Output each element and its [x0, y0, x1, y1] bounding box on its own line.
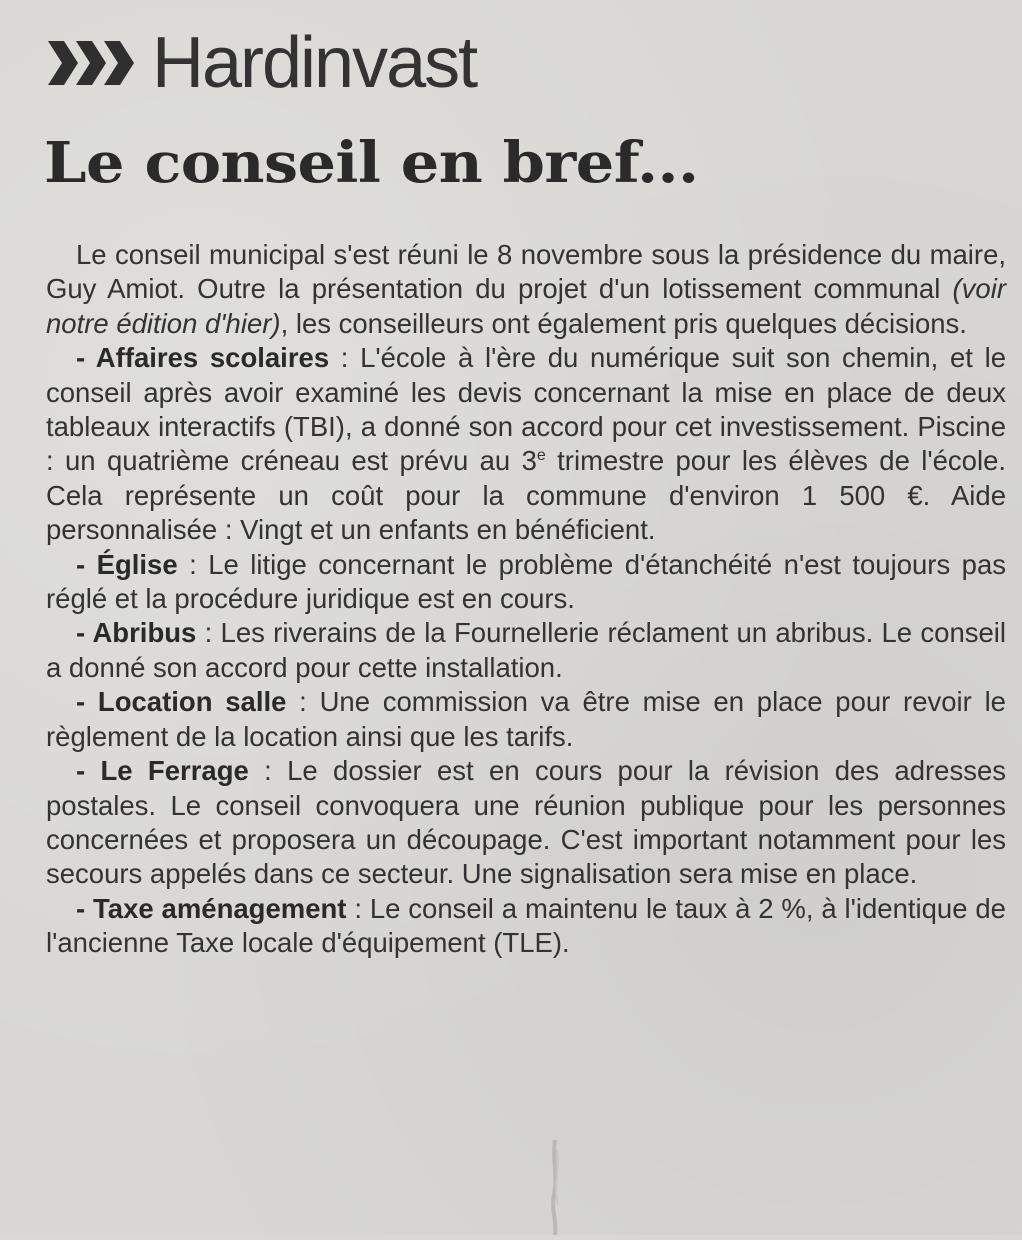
- paper-fold-mark: [538, 1140, 572, 1235]
- item-dash: -: [76, 755, 101, 787]
- item-text: : Les riverains de la Fournellerie réclament un abribus. Le conseil a donné son accord pour cette installation.: [46, 617, 1006, 683]
- item-text: : L'école à l'ère du numérique suit son chemin, et le conseil après avoir examiné les devis concernant la mise en place de deux tableaux interactifs (TBI), a donné son accord pour cet investissement. Piscine : un quatrième créneau est prévu au 3: [46, 342, 1006, 477]
- town-name: Hardinvast: [152, 23, 477, 103]
- item-keyword: Taxe aménagement: [93, 892, 347, 924]
- item-affaires-scolaires: [46, 341, 1006, 547]
- item-abribus: [46, 616, 1006, 685]
- item-text: : Une commission va être mise en place pour revoir le règlement de la location ainsi que les tarifs.: [46, 686, 1006, 752]
- article-title: Le conseil en bref...: [44, 130, 699, 196]
- intro-reference: (voir notre édition d'hier): [46, 273, 1006, 339]
- item-dash: -: [76, 342, 96, 374]
- item-dash: -: [76, 892, 94, 924]
- item-dash: -: [76, 686, 98, 718]
- triple-chevron-icon: [46, 37, 138, 89]
- item-location-salle: [46, 685, 1006, 754]
- item-keyword: Location salle: [97, 686, 287, 718]
- item-taxe-amenagement: [46, 892, 1006, 961]
- item-le-ferrage: [46, 754, 1006, 892]
- section-header: [46, 18, 476, 108]
- intro-text-end: , les conseilleurs ont également pris quelques décisions.: [280, 307, 967, 339]
- intro-paragraph: [46, 238, 1006, 341]
- ordinal-superscript: e: [536, 447, 546, 465]
- item-text: : Le conseil a maintenu le taux à 2 %, à l'identique de l'ancienne Taxe locale d'équipement (TLE).: [46, 892, 1006, 959]
- item-eglise: [46, 548, 1006, 617]
- item-keyword: Église: [96, 548, 178, 580]
- intro-text: Le conseil municipal s'est réuni le 8 novembre sous la présidence du maire, Guy Amiot. Outre la présentation du projet d'un lotissement communal: [46, 239, 1006, 305]
- item-keyword: Affaires scolaires: [95, 342, 330, 374]
- item-text: : Le dossier est en cours pour la révision des adresses postales. Le conseil convoquera une réunion publique pour les personnes concernées et proposera un découpage. C'est important notamment pour les secours appelés dans ce secteur. Une signalisation sera mise en place.: [46, 755, 1006, 890]
- item-dash: -: [76, 617, 93, 649]
- article-body: [46, 238, 1006, 961]
- item-dash: -: [76, 548, 97, 580]
- item-keyword: Abribus: [92, 617, 197, 649]
- item-text-end: trimestre pour les élèves de l'école. Cela représente un coût pour la commune d'environ 1 500 €. Aide personnalisée : Vingt et un enfants en bénéficient.: [46, 445, 1006, 546]
- item-keyword: Le Ferrage: [100, 755, 249, 787]
- item-text: : Le litige concernant le problème d'étanchéité n'est toujours pas réglé et la procédure juridique est en cours.: [46, 548, 1006, 615]
